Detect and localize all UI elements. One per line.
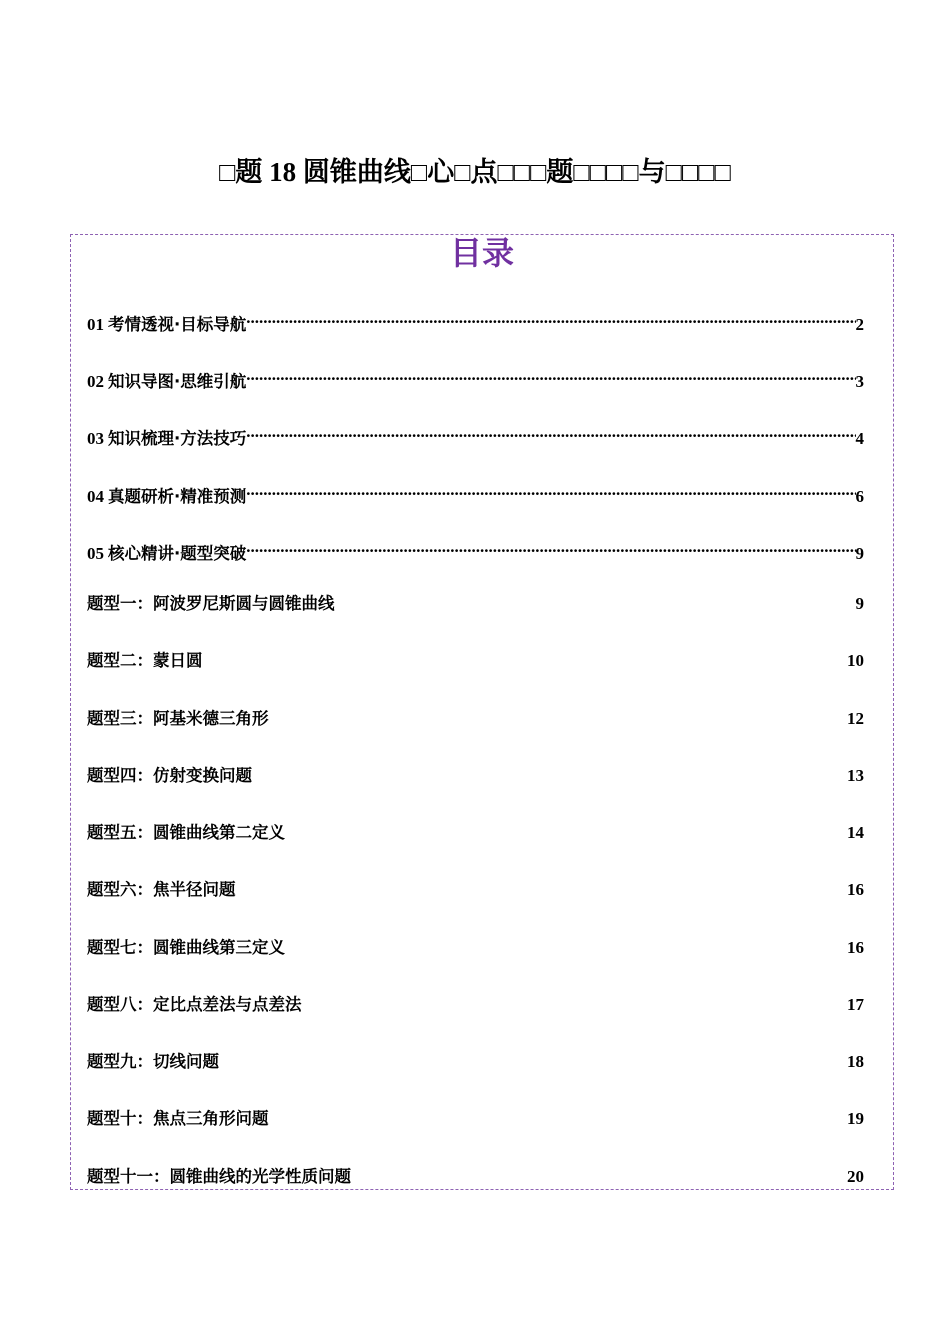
toc-subentry-page: 9 <box>855 594 864 613</box>
toc-subentry-label: 题型九：切线问题 <box>87 1052 219 1071</box>
toc-subentry-8[interactable] <box>87 993 864 1017</box>
toc-entry-label: 真题研析·精准预测 <box>108 487 247 506</box>
toc-subentry-1[interactable] <box>87 592 864 616</box>
toc-subentry-label: 题型十：焦点三角形问题 <box>87 1109 269 1128</box>
toc-subentry-label: 题型五：圆锥曲线第二定义 <box>87 823 285 842</box>
dot-leader <box>246 420 855 444</box>
toc-entry-label: 核心精讲·题型突破 <box>108 544 247 563</box>
toc-subentry-2[interactable] <box>87 649 864 673</box>
toc-subentry-page: 14 <box>847 823 864 842</box>
toc-entry-03[interactable] <box>87 420 864 448</box>
toc-subentry-7[interactable] <box>87 936 864 960</box>
toc-entry-number: 01 <box>87 315 104 334</box>
toc-subentry-5[interactable] <box>87 821 864 845</box>
toc-subentry-6[interactable] <box>87 878 864 902</box>
toc-entry-label: 知识梳理·方法技巧 <box>108 429 247 448</box>
toc-entry-label: 知识导图·思维引航 <box>108 372 247 391</box>
toc-subentry-label: 题型四：仿射变换问题 <box>87 766 252 785</box>
toc-subentry-label: 题型十一：圆锥曲线的光学性质问题 <box>87 1167 351 1186</box>
toc-entry-page: 2 <box>855 315 864 334</box>
toc-subentry-label: 题型六：焦半径问题 <box>87 880 236 899</box>
toc-entry-number: 03 <box>87 429 104 448</box>
toc-subentry-11[interactable] <box>87 1165 864 1189</box>
toc-subentry-label: 题型一：阿波罗尼斯圆与圆锥曲线 <box>87 594 335 613</box>
toc-subentry-page: 16 <box>847 938 864 957</box>
toc-entry-01[interactable] <box>87 306 864 334</box>
toc-entry-page: 4 <box>855 429 864 448</box>
toc-subentry-label: 题型三：阿基米德三角形 <box>87 709 269 728</box>
toc-entry-label: 考情透视·目标导航 <box>108 315 247 334</box>
toc-subentry-page: 18 <box>847 1052 864 1071</box>
toc-entry-number: 05 <box>87 544 104 563</box>
toc-entry-02[interactable] <box>87 363 864 391</box>
toc-subentry-page: 12 <box>847 709 864 728</box>
toc-subentry-label: 题型七：圆锥曲线第三定义 <box>87 938 285 957</box>
document-title: □题 18 圆锥曲线□心□点□□□题□□□□与□□□□ <box>219 157 731 187</box>
dot-leader <box>246 535 855 559</box>
toc-entry-page: 3 <box>855 372 864 391</box>
toc-entry-04[interactable] <box>87 478 864 506</box>
table-of-contents <box>70 234 894 1190</box>
toc-subentry-4[interactable] <box>87 764 864 788</box>
dot-leader <box>246 478 855 502</box>
toc-subentry-page: 10 <box>847 651 864 670</box>
toc-subentry-3[interactable] <box>87 707 864 731</box>
toc-subentry-page: 20 <box>847 1167 864 1186</box>
toc-entry-page: 6 <box>855 487 864 506</box>
toc-subentry-10[interactable] <box>87 1107 864 1131</box>
toc-subentry-label: 题型二：蒙日圆 <box>87 651 203 670</box>
toc-subentry-page: 19 <box>847 1109 864 1128</box>
toc-subentry-page: 16 <box>847 880 864 899</box>
toc-heading: 目录 <box>449 234 514 272</box>
toc-subentry-page: 17 <box>847 995 864 1014</box>
dot-leader <box>246 363 855 387</box>
toc-subentry-page: 13 <box>847 766 864 785</box>
toc-entry-number: 02 <box>87 372 104 391</box>
dot-leader <box>246 306 855 330</box>
toc-subentry-9[interactable] <box>87 1050 864 1074</box>
toc-entry-page: 9 <box>855 544 864 563</box>
toc-entry-05[interactable] <box>87 535 864 563</box>
toc-entry-number: 04 <box>87 487 104 506</box>
toc-subentry-label: 题型八：定比点差法与点差法 <box>87 995 302 1014</box>
